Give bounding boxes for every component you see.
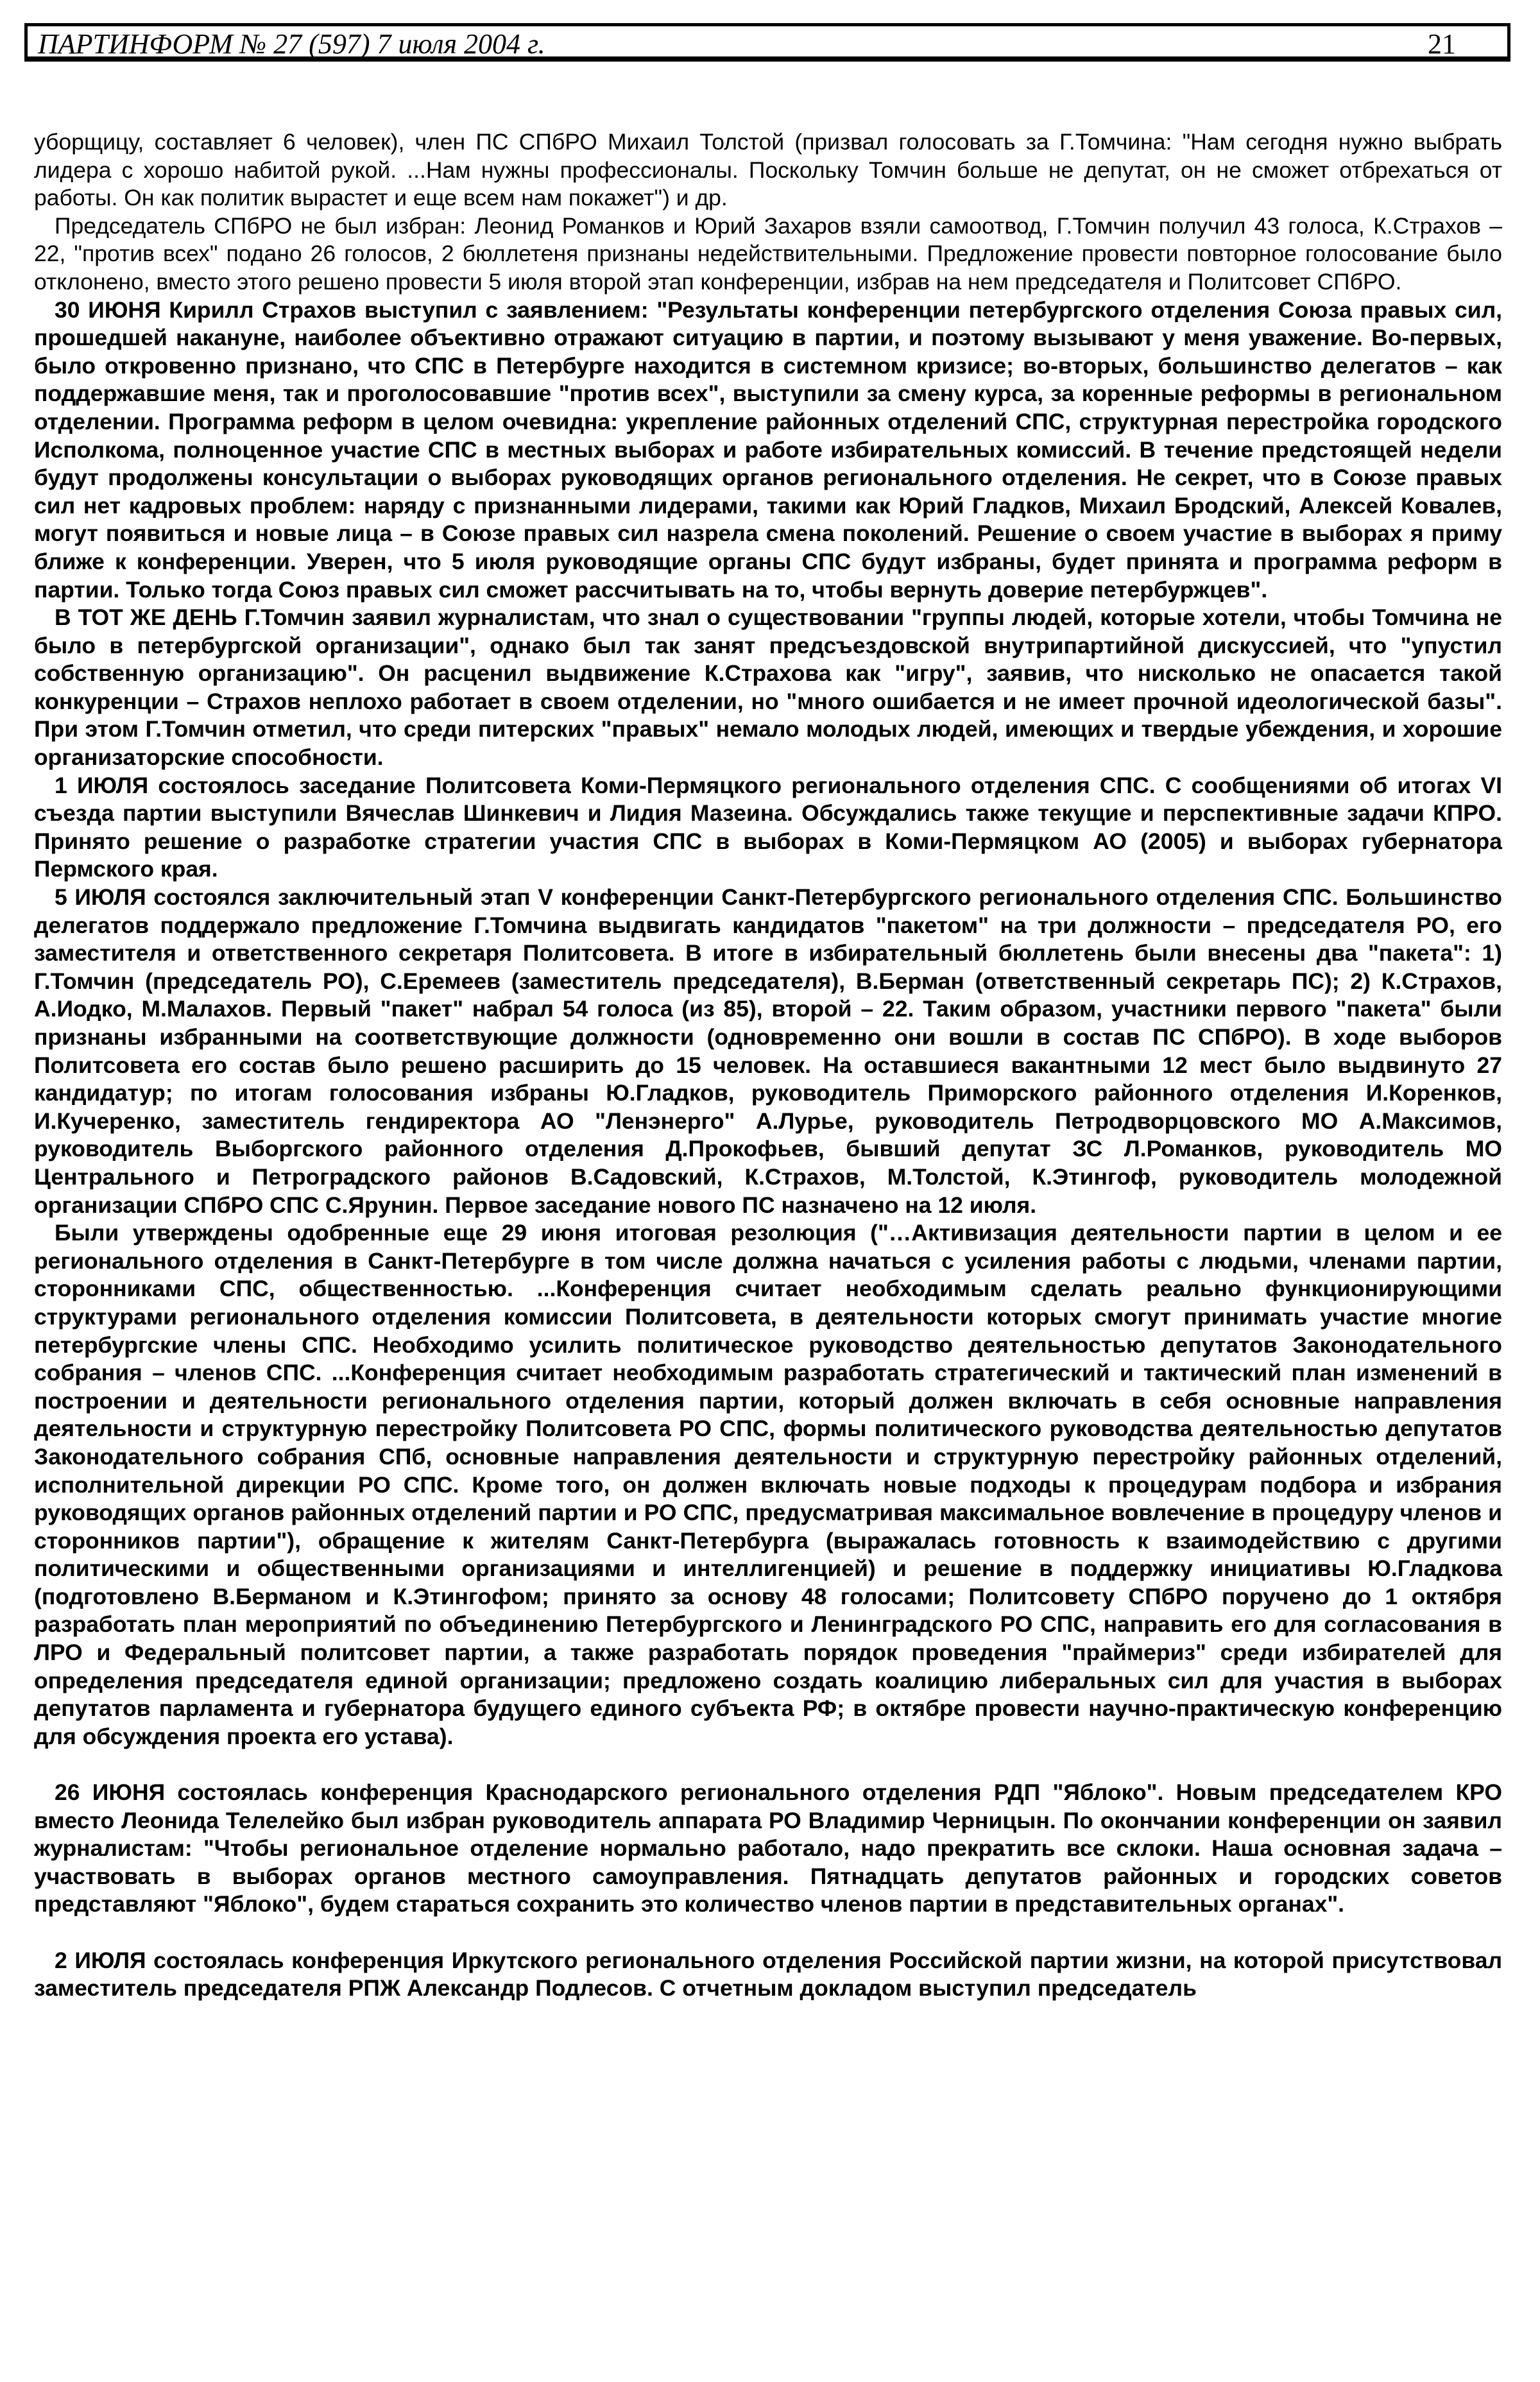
paragraph: Были утверждены одобренные еще 29 июня итоговая резолюция ("…Активизация деятельности партии в целом и ее регионального отделения в Санкт-Петербурге в том числе должна начаться с усиления работы с людьми, членами партии, сторонниками СПС, общественностью. ...Конференция считает необходимым сделать реально функционирующими структурами регионального отделения комиссии Политсовета, в деятельности которых смогут принимать участие многие петербургские члены СПС. Необходимо усилить политическое руководство деятельностью депутатов Законодательного собрания – членов СПС. ...Конференция считает необходимым разработать стратегический и тактический план изменений в построении и деятельности регионального отделения партии, который должен включать в себя основные направления деятельности и структурную перестройку Политсовета РО СПС, формы политического руководства деятельностью депутатов Законодательного собрания СПб, основные направления деятельности и структурную перестройку районных отделений, исполнительной дирекции РО СПС. Кроме того, он должен включать новые подходы к процедурам подбора и избрания руководящих органов районных отделений партии и РО СПС, предусматривая максимальное вовлечение в процедуру членов и сторонников партии"), обращение к жителям Санкт-Петербурга (выражалась готовность к взаимодействию с другими политическими и общественными организациями и интеллигенцией) и решение в поддержку инициативы Ю.Гладкова (подготовлено В.Берманом и К.Этингофом; принято за основу 48 голосами; Политсовету СПбРО поручено до 1 октября разработать план мероприятий по объединению Петербургского и Ленинградского РО СПС, направить его для согласования в ЛРО и Федеральный политсовет партии, а также разработать порядок проведения "праймериз" среди избирателей для определения председателя единой организации; предложено создать коалицию либеральных сил для участия в выборах депутатов парламента и губернатора будущего единого субъекта РФ; в октябре провести научно-практическую конференцию для обсуждения проекта его устава).: [34, 1220, 1502, 1749]
publication-title: ПАРТИНФОРМ № 27 (597) 7 июля 2004 г.: [38, 28, 545, 60]
paragraph: 5 ИЮЛЯ состоялся заключительный этап V конференции Санкт-Петербургского регионального отделения СПС. Большинство делегатов поддержало предложение Г.Томчина выдвигать кандидатов "пакетом" на три должности – председателя РО, его заместителя и ответственного секретаря Политсовета. В итоге в избирательный бюллетень были внесены два "пакета": 1) Г.Томчин (председатель РО), С.Еремеев (заместитель председателя), В.Берман (ответственный секретарь ПС); 2) К.Страхов, А.Иодко, М.Малахов. Первый "пакет" набрал 54 голоса (из 85), второй – 22. Таким образом, участники первого "пакета" были признаны избранными на соответствующие должности (одновременно они вошли в состав ПС СПбРО). В ходе выборов Политсовета его состав было решено расширить до 15 человек. На оставшиеся вакантными 12 мест было выдвинуто 27 кандидатур; по итогам голосования избраны Ю.Гладков, руководитель Приморского районного отделения И.Коренков, И.Кучеренко, заместитель гендиректора АО "Ленэнерго" А.Лурье, руководитель Петродворцовского МО А.Максимов, руководитель Выборгского районного отделения Д.Прокофьев, бывший депутат ЗС Л.Романков, руководитель МО Центрального и Петроградского районов В.Садовский, К.Страхов, М.Толстой, К.Этингоф, руководитель молодежной организации СПбРО СПС С.Ярунин. Первое заседание нового ПС назначено на 12 июля.: [34, 884, 1502, 1218]
paragraph: Председатель СПбРО не был избран: Леонид Романков и Юрий Захаров взяли самоотвод, Г.Томчин получил 43 голоса, К.Страхов – 22, "против всех" подано 26 голосов, 2 бюллетеня признаны недействительными. Предложение провести повторное голосование было отклонено, вместо этого решено провести 5 июля второй этап конференции, избрав на нем председателя и Политсовет СПбРО.: [34, 212, 1502, 295]
paragraph: 2 ИЮЛЯ состоялась конференция Иркутского регионального отделения Российской партии жизни, на которой присутствовал заместитель председателя РПЖ Александр Подлесов. С отчетным докладом выступил председатель: [34, 1947, 1502, 2001]
paragraph: В ТОТ ЖЕ ДЕНЬ Г.Томчин заявил журналистам, что знал о существовании "группы людей, которые хотели, чтобы Томчина не было в петербургской организации", однако был так занят предсъездовской внутрипартийной дискуссией, что "упустил собственную организацию". Он расценил выдвижение К.Страхова как "игру", заявив, что нисколько не опасается такой конкуренции – Страхов неплохо работает в своем отделении, но "много ошибается и не имеет прочной идеологической базы". При этом Г.Томчин отметил, что среди питерских "правых" немало молодых людей, имеющих и твердые убеждения, и хорошие организаторские способности.: [34, 604, 1502, 771]
paragraph: 1 ИЮЛЯ состоялось заседание Политсовета Коми-Пермяцкого регионального отделения СПС. С сообщениями об итогах VI съезда партии выступили Вячеслав Шинкевич и Лидия Мазеина. Обсуждались также текущие и перспективные задачи КПРО. Принято решение о разработке стратегии участия СПС в выборах в Коми-Пермяцком АО (2005) и выборах губернатора Пермского края.: [34, 772, 1502, 882]
paragraph: уборщицу, составляет 6 человек), член ПС СПбРО Михаил Толстой (призвал голосовать за Г.Томчина: "Нам сегодня нужно выбрать лидера с хорошо набитой рукой. ...Нам нужны профессионалы. Поскольку Томчин больше не депутат, он не сможет отбрехаться от работы. Он как политик вырастет и еще всем нам покажет") и др.: [34, 129, 1502, 211]
paragraph: 26 ИЮНЯ состоялась конференция Краснодарского регионального отделения РДП "Яблоко". Новым председателем КРО вместо Леонида Телелейко был избран руководитель аппарата РО Владимир Черницын. По окончании конференции он заявил журналистам: "Чтобы региональное отделение нормально работало, надо прекратить все склоки. Наша основная задача – участвовать в выборах органов местного самоуправления. Пятнадцать депутатов районных и городских советов представляют "Яблоко", будем стараться сохранить это количество членов партии в представительных органах".: [34, 1779, 1502, 1917]
page-number: 21: [1428, 28, 1456, 60]
page-header: [24, 23, 1510, 62]
article-body: [34, 128, 1502, 2003]
paragraph: 30 ИЮНЯ Кирилл Страхов выступил с заявлением: "Результаты конференции петербургского отделения Союза правых сил, прошедшей накануне, наиболее объективно отражают ситуацию в партии, и поэтому вызывают у меня уважение. Во-первых, было откровенно признано, что СПС в Петербурге находится в системном кризисе; во-вторых, большинство делегатов – как поддержавшие меня, так и проголосовавшие "против всех", выступили за смену курса, за коренные реформы в региональном отделении. Программа реформ в целом очевидна: укрепление районных отделений СПС, структурная перестройка городского Исполкома, полноценное участие СПС в местных выборах и работе избирательных комиссий. В течение предстоящей недели будут продолжены консультации о выборах руководящих органов регионального отделения. Не секрет, что в Союзе правых сил нет кадровых проблем: наряду с признанными лидерами, такими как Юрий Гладков, Михаил Бродский, Алексей Ковалев, могут появиться и новые лица – в Союзе правых сил назрела смена поколений. Решение о своем участие в выборах я приму ближе к конференции. Уверен, что 5 июля руководящие органы СПС будут избраны, будет принята и программа реформ в партии. Только тогда Союз правых сил сможет рассчитывать на то, чтобы вернуть доверие петербуржцев".: [34, 296, 1502, 603]
